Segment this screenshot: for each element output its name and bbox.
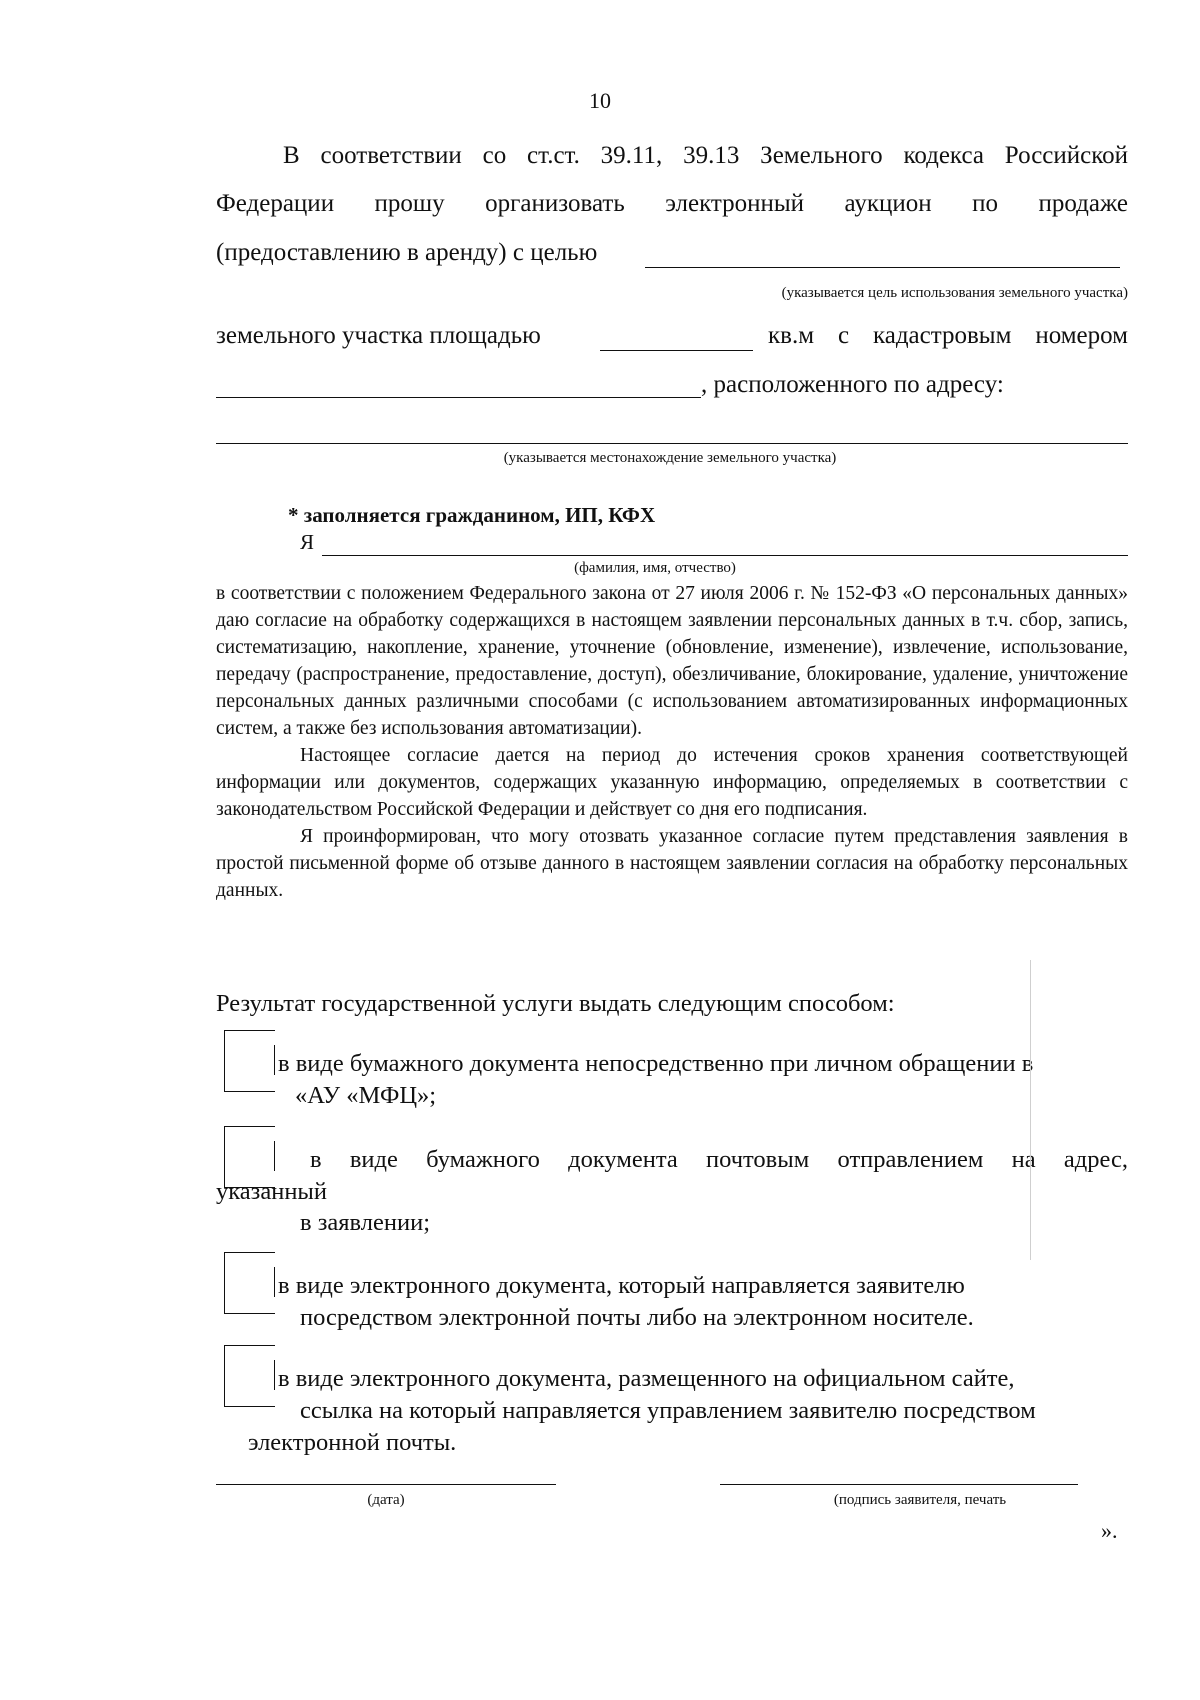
- option-4-line-1: в виде электронного документа, размещенного на официальном сайте,: [278, 1365, 1015, 1392]
- date-hint: (дата): [367, 1492, 405, 1508]
- consent-paragraph-3: Я проинформирован, что могу отозвать указанное согласие путем представления заявления в простой письменной форме об отзыве данного в настоящем заявлении согласия на обработку персональных данных.: [216, 826, 1128, 901]
- area-blank[interactable]: [600, 350, 753, 351]
- option-4-line-2: ссылка на который направляется управлением заявителю посредством: [300, 1397, 1036, 1424]
- consent-text: [216, 580, 1128, 904]
- option-2-line-1: в виде бумажного документа почтовым отправлением на адрес,: [310, 1146, 1128, 1173]
- scan-artifact-line: [1030, 960, 1031, 1260]
- fio-hint: (фамилия, имя, отчество): [574, 560, 736, 576]
- consent-paragraph-1: в соответствии с положением Федерального закона от 27 июля 2006 г. № 152-ФЗ «О персональных данных» даю согласие на обработку содержащихся в настоящем заявлении персональных данных в т.ч. сбор, запись, систематизацию, накопление, хранение, уточнение (обновление, изменение), извлечение, использование, передачу (распространение, предоставление, доступ), обезличивание, блокирование, удаление, уничтожение персональных данных различными способами (с использованием автоматизированных информационных систем, а также без использования автоматизации).: [216, 583, 1128, 739]
- option-1-checkbox[interactable]: [224, 1030, 275, 1092]
- consent-header: * заполняется гражданином, ИП, КФХ: [288, 503, 656, 527]
- area-label: земельного участка площадью: [216, 322, 541, 349]
- closing-quote: ».: [1101, 1518, 1118, 1543]
- signature-hint: (подпись заявителя, печать: [833, 1492, 1007, 1508]
- option-2-line-2: в заявлении;: [300, 1209, 431, 1236]
- cadastral-number-blank[interactable]: [216, 397, 701, 398]
- purpose-hint: (указывается цель использования земельного участка): [781, 285, 1128, 301]
- option-4-line-3: электронной почты.: [248, 1429, 457, 1456]
- i-label: Я: [300, 530, 315, 554]
- option-3-line-2: посредством электронной почты либо на электронном носителе.: [300, 1304, 974, 1331]
- request-line-1: В соответствии со ст.ст. 39.11, 39.13 Земельного кодекса Российской: [283, 142, 1128, 169]
- request-line-3: (предоставлению в аренду) с целью: [216, 239, 598, 266]
- consent-paragraph-2: Настоящее согласие дается на период до истечения сроков хранения соответствующей информации или документов, содержащих указанную информацию, определяемых в соответствии с законодательством Российской Федерации и действует со дня его подписания.: [216, 745, 1128, 820]
- signature-blank[interactable]: [720, 1484, 1078, 1485]
- address-label: , расположенного по адресу:: [701, 371, 1004, 398]
- option-1-line-2: «АУ «МФЦ»;: [295, 1082, 437, 1109]
- location-hint: (указывается местонахождение земельного участка): [503, 450, 837, 466]
- cadastral-label: кв.м с кадастровым номером: [768, 322, 1128, 349]
- purpose-blank[interactable]: [645, 267, 1120, 268]
- option-1-line-1: в виде бумажного документа непосредственно при личном обращении в: [278, 1050, 1034, 1077]
- address-blank[interactable]: [216, 443, 1128, 444]
- page-number: 10: [589, 88, 611, 113]
- option-3-line-1: в виде электронного документа, который направляется заявителю: [278, 1272, 965, 1299]
- option-2-line-1b: указанный: [216, 1178, 328, 1205]
- option-4-checkbox[interactable]: [224, 1345, 275, 1407]
- option-3-checkbox[interactable]: [224, 1252, 275, 1314]
- date-blank[interactable]: [216, 1484, 556, 1485]
- result-heading: Результат государственной услуги выдать следующим способом:: [216, 990, 895, 1017]
- fio-blank[interactable]: [322, 555, 1128, 556]
- request-line-2: Федерации прошу организовать электронный аукцион по продаже: [216, 190, 1128, 217]
